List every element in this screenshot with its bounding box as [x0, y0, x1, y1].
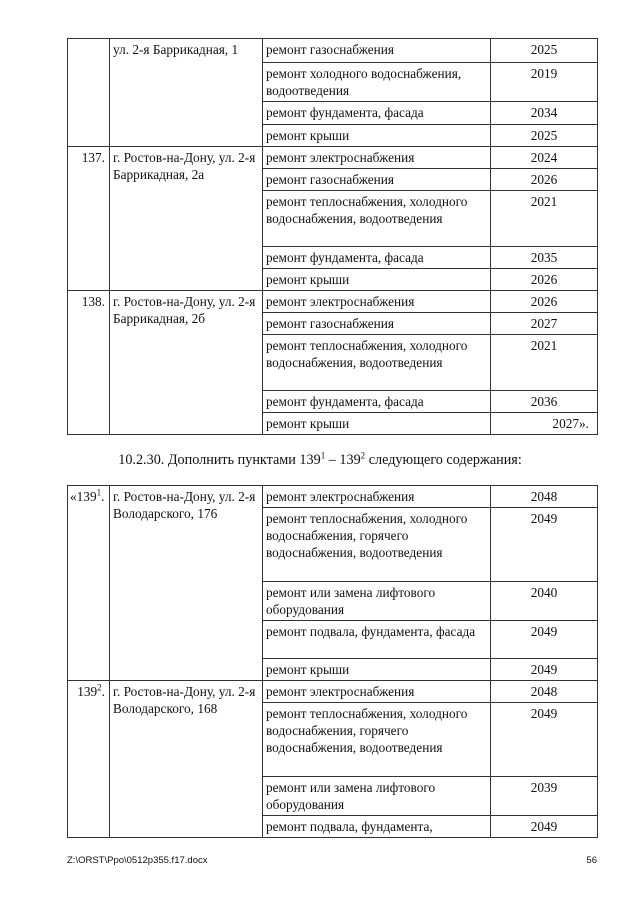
work-cell: ремонт фундамента, фасада: [263, 247, 491, 269]
year-cell: 2019: [491, 63, 598, 102]
item-number: [68, 486, 110, 681]
address-cell: ул. 2-я Баррикадная, 1: [110, 39, 263, 147]
year-cell: 2025: [491, 39, 598, 63]
work-cell: ремонт крыши: [263, 413, 491, 435]
year-cell: 2035: [491, 247, 598, 269]
address-cell: г. Ростов-на-Дону, ул. 2-я Баррикадная, 2а: [110, 147, 263, 291]
table-row: [68, 486, 598, 508]
page-footer: [67, 855, 597, 866]
item-number: 137.: [68, 147, 110, 291]
caption-sup: 2: [360, 450, 366, 461]
work-cell: ремонт электроснабжения: [263, 681, 491, 703]
year-cell: 2027: [491, 313, 598, 335]
table-continuation: [67, 38, 598, 435]
work-cell: ремонт фундамента, фасада: [263, 102, 491, 125]
table-row: [68, 147, 598, 169]
num-sup: 2: [97, 682, 102, 693]
year-cell: 2048: [491, 681, 598, 703]
year-cell: 2049: [491, 508, 598, 582]
work-cell: ремонт холодного водоснабжения, водоотведения: [263, 63, 491, 102]
work-cell: ремонт электроснабжения: [263, 291, 491, 313]
caption-text: – 139: [325, 452, 361, 468]
caption-text: следующего содержания:: [365, 452, 522, 468]
table-row: [68, 39, 598, 63]
table-row: [68, 291, 598, 313]
num-text: .: [101, 684, 105, 699]
work-cell: ремонт подвала, фундамента,: [263, 816, 491, 838]
amendment-paragraph: [0, 452, 640, 469]
num-text: 139: [77, 684, 98, 699]
work-cell: ремонт крыши: [263, 659, 491, 681]
year-cell: 2040: [491, 582, 598, 621]
work-cell: ремонт электроснабжения: [263, 147, 491, 169]
work-cell: ремонт подвала, фундамента, фасада: [263, 621, 491, 659]
work-cell: ремонт фундамента, фасада: [263, 391, 491, 413]
caption-sup: 1: [320, 450, 326, 461]
year-cell: 2026: [491, 169, 598, 191]
address-cell: г. Ростов-на-Дону, ул. 2-я Володарского, 168: [110, 681, 263, 838]
year-cell: 2049: [491, 621, 598, 659]
year-cell: 2026: [491, 269, 598, 291]
work-cell: ремонт электроснабжения: [263, 486, 491, 508]
num-sup: 1: [96, 487, 102, 498]
table-new-items: [67, 485, 598, 838]
work-cell: ремонт теплоснабжения, холодного водоснабжения, горячего водоснабжения, водоотведения: [263, 508, 491, 582]
work-cell: ремонт или замена лифтового оборудования: [263, 582, 491, 621]
year-cell: 2048: [491, 486, 598, 508]
work-cell: ремонт газоснабжения: [263, 39, 491, 63]
year-cell: 2034: [491, 102, 598, 125]
year-cell: 2025: [491, 125, 598, 147]
page-number: 56: [586, 855, 597, 866]
year-cell: 2027».: [491, 413, 598, 435]
address-cell: г. Ростов-на-Дону, ул. 2-я Баррикадная, 2б: [110, 291, 263, 435]
work-cell: ремонт теплоснабжения, холодного водоснабжения, горячего водоснабжения, водоотведения: [263, 703, 491, 777]
num-text: .: [101, 489, 105, 504]
table2-body: [68, 486, 598, 838]
num-text: «139: [70, 489, 97, 504]
work-cell: ремонт газоснабжения: [263, 313, 491, 335]
address-cell: г. Ростов-на-Дону, ул. 2-я Володарского, 176: [110, 486, 263, 681]
year-cell: 2049: [491, 659, 598, 681]
year-cell: 2036: [491, 391, 598, 413]
year-cell: 2021: [491, 335, 598, 391]
table-row: [68, 681, 598, 703]
work-cell: ремонт теплоснабжения, холодного водоснабжения, водоотведения: [263, 335, 491, 391]
year-cell: 2049: [491, 703, 598, 777]
work-cell: ремонт газоснабжения: [263, 169, 491, 191]
work-cell: ремонт крыши: [263, 125, 491, 147]
year-cell: 2021: [491, 191, 598, 247]
item-number: [68, 681, 110, 838]
year-cell: 2024: [491, 147, 598, 169]
caption-text: 10.2.30. Дополнить пунктами 139: [118, 452, 321, 468]
year-cell: 2026: [491, 291, 598, 313]
work-cell: ремонт крыши: [263, 269, 491, 291]
item-number: [68, 39, 110, 147]
item-number: 138.: [68, 291, 110, 435]
file-path: Z:\ORST\Ppo\0512p355.f17.docx: [67, 855, 208, 866]
work-cell: ремонт теплоснабжения, холодного водоснабжения, водоотведения: [263, 191, 491, 247]
year-cell: 2039: [491, 777, 598, 816]
year-cell: 2049: [491, 816, 598, 838]
table1-body: [68, 39, 598, 435]
work-cell: ремонт или замена лифтового оборудования: [263, 777, 491, 816]
